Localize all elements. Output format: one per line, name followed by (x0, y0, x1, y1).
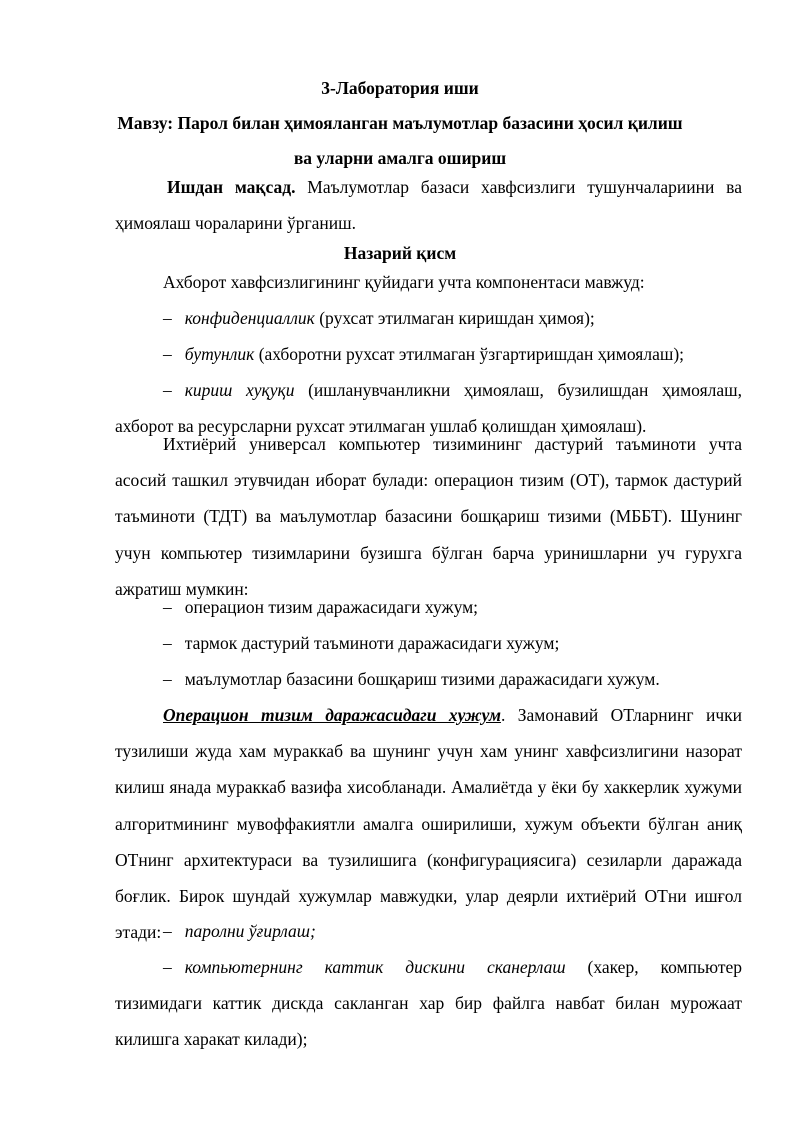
attack-level-text: тармок дастурий таъминоти даражасидаги хужум; (184, 633, 560, 653)
component-term: кириш хуқуқи (184, 380, 295, 400)
dash-marker: – (163, 957, 172, 977)
component-item (115, 300, 742, 336)
os-attack-term: компьютернинг каттик дискини сканерлаш (184, 957, 566, 977)
os-attack-text: Замонавий ОТларнинг ички тузилиши жуда хам мураккаб ва шунинг учун хам унинг хавфсизлигини назорат килиш янада мураккаб вазифа хисобланади. Амалиётда у ёки бу хаккерлик хужуми алгоритмининг мувоффакиятли амалга оширилиши, хужум объекти бўлган аниқ ОТнинг архитектураси ва тузилишига (конфигурациясига) сезиларли даражада боғлик. Бирок шундай хужумлар мавжудки, улар деярли ихтиёрий ОТни ишғол этади: (115, 705, 743, 943)
os-attack-item (115, 913, 742, 949)
dash-marker: – (163, 380, 172, 400)
subject-line-2: ва уларни амалга ошириш (293, 148, 507, 168)
goal-text: Маълумотлар базаси хавфсизлиги тушунчалариини ва ҳимоялаш чораларини ўрганиш. (115, 177, 742, 234)
intro-paragraph (115, 264, 742, 300)
os-attack-heading: Операцион тизим даражасидаги хужум (163, 705, 501, 725)
component-term: бутунлик (184, 344, 255, 364)
dash-marker: – (163, 344, 172, 364)
dash-marker: – (163, 921, 172, 941)
component-desc: (ахборотни рухсат этилмаган ўзгартиришдан ҳимоялаш); (254, 344, 685, 364)
attack-level-text: операцион тизим даражасидаги хужум; (184, 597, 479, 617)
attack-level-item (115, 589, 742, 625)
goal-paragraph (115, 169, 742, 241)
attack-level-item (115, 661, 742, 697)
intro-text: Ахборот хавфсизлигининг қуйидаги учта компонентаси мавжуд: (163, 272, 645, 292)
attack-level-item (115, 625, 742, 661)
dash-marker: – (163, 308, 172, 328)
software-text: Ихтиёрий универсал компьютер тизимининг дастурий таъминоти учта асосий ташкил этувчидан иборат булади: операцион тизим (ОТ), тармок дастурий таъминоти (ТДТ) ва маълумотлар базасини бошқариш тизими (МББТ). Шунинг учун компьютер тизимларини бузишга бўлган барча уринишларни уч гурухга ажратиш мумкин: (115, 434, 742, 599)
dash-marker: – (163, 597, 172, 617)
component-item (115, 336, 742, 372)
os-attack-desc: (хакер, компьютер тизимидаги каттик дискда сакланган хар бир файлга навбат билан мурожаат килишга харакат килади); (115, 957, 742, 1050)
theory-heading: Назарий қисм (343, 243, 457, 263)
os-attack-term: паролни ўғирлаш; (184, 921, 316, 941)
subject-line-1: Мавзу: Парол билан ҳимояланган маълумотлар базасини ҳосил қилиш (117, 113, 683, 133)
os-attack-item (115, 949, 742, 1058)
lab-title: 3-Лаборатория иши (321, 78, 479, 98)
attack-level-text: маълумотлар базасини бошқариш тизими даражасидаги хужум. (184, 669, 660, 689)
dash-marker: – (163, 669, 172, 689)
software-paragraph (115, 426, 742, 607)
component-desc: (рухсат этилмаган киришдан ҳимоя); (314, 308, 595, 328)
os-attack-heading-dot: . (500, 705, 506, 725)
dash-marker: – (163, 633, 172, 653)
goal-label: Ишдан мақсад. (167, 177, 296, 197)
component-term: конфиденциаллик (184, 308, 315, 328)
component-desc: (ишланувчанликни ҳимоялаш, бузилишдан ҳимоялаш, ахборот ва ресурсларни рухсат этилмаган ушлаб қолишдан ҳимоялаш). (115, 380, 742, 437)
